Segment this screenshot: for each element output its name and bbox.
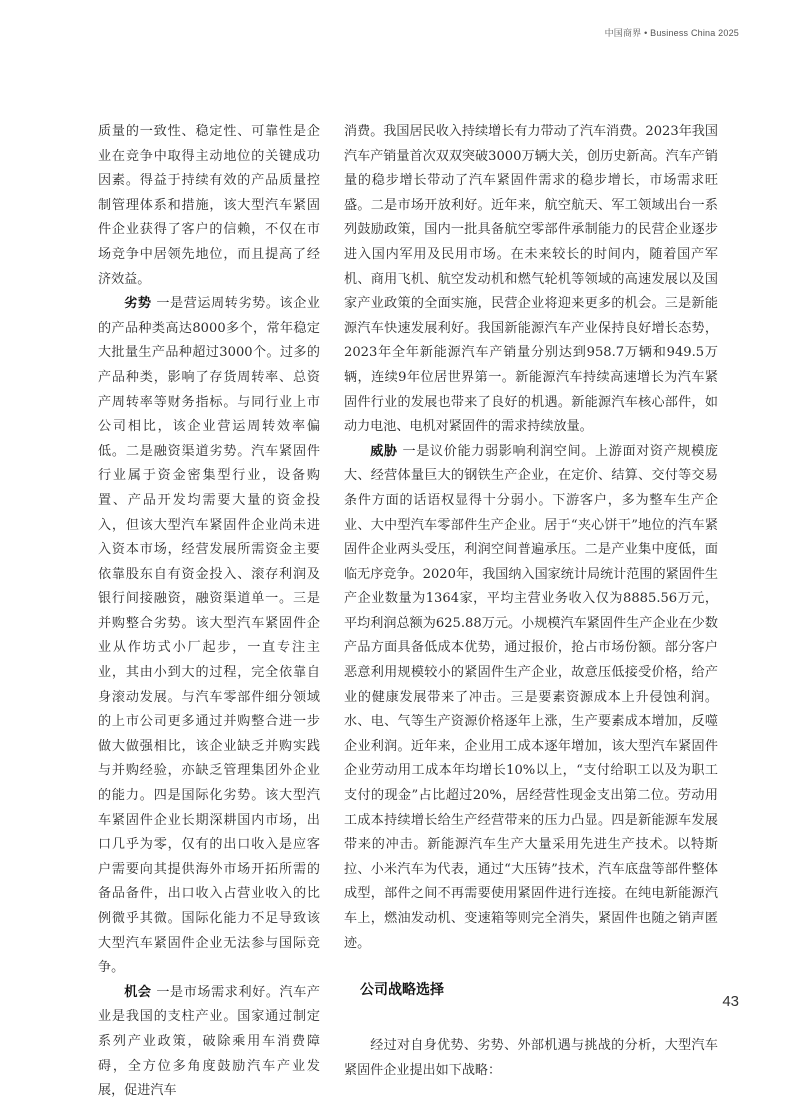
opportunities-label: 机会 <box>124 984 152 1000</box>
paragraph-weaknesses <box>98 292 320 981</box>
opportunities-text: 一是市场需求利好。汽车产业是我国的支柱产业。国家通过制定系列产业政策，破除乘用车消费障碍，全方位多角度鼓励汽车产业发展，促进汽车 <box>98 984 321 1099</box>
threats-label: 威胁 <box>370 443 398 459</box>
weaknesses-label: 劣势 <box>124 296 152 312</box>
right-column <box>344 120 718 1083</box>
paragraph-opportunities <box>98 981 320 1104</box>
paragraph-opportunities-continued: 消费。我国居民收入持续增长有力带动了汽车消费。2023年我国汽车产销量首次双双突破3000万辆大关，创历史新高。汽车产销量的稳步增长带动了汽车紧固件需求的稳步增长，市场需求旺盛。二是市场开放利好。近年来，航空航天、军工领域出台一系列鼓励政策，国内一批具备航空零部件承制能力的民营企业逐步进入国内军用及民用市场。在未来较长的时间内，随着国产军机、商用飞机、航空发动机和燃气轮机等领域的高速发展以及国家产业政策的全面实施，民营企业将迎来更多的机会。三是新能源汽车快速发展利好。我国新能源汽车产业保持良好增长态势，2023年全年新能源汽车产销量分别达到958.7万辆和949.5万辆，连续9年位居世界第一。新能源汽车持续高速增长为汽车紧固件行业的发展也带来了良好的机遇。新能源汽车核心部件，如动力电池、电机对紧固件的需求持续放量。 <box>344 124 718 435</box>
left-column <box>98 120 320 1104</box>
paragraph-threats <box>344 440 718 956</box>
threats-text: 一是议价能力弱影响利润空间。上游面对资产规模庞大、经营体量巨大的钢铁生产企业，在定价、结算、交付等交易条件方面的话语权显得十分弱小。下游客户，多为整车生产企业、大中型汽车零部件生产企业。居于“夹心饼干”地位的汽车紧固件企业两头受压，利润空间普遍承压。二是产业集中度低，面临无序竞争。2020年，我国纳入国家统计局统计范围的紧固件生产企业数量为1364家，平均主营业务收入仅为8885.56万元，平均利润总额为625.88万元。小规模汽车紧固件生产企业在少数产品方面具备低成本优势，通过报价，抢占市场份额。部分客户恶意利用规模较小的紧固件生产企业，故意压低接受价格，给产业的健康发展带来了冲击。三是要素资源成本上升侵蚀利润。水、电、气等生产资源价格逐年上涨，生产要素成本增加，反噬企业利润。近年来，企业用工成本逐年增加，该大型汽车紧固件企业劳动用工成本年均增长10%以上，“支付给职工以及为职工支付的现金”占比超过20%，居经营性现金支出第二位。劳动用工成本持续增长给生产经营带来的压力凸显。四是新能源车发展带来的冲击。新能源汽车生产大量采用先进生产技术。以特斯拉、小米汽车为代表，通过“大压铸”技术，汽车底盘等部件整体成型，部件之间不再需要使用紧固件进行连接。在纯电新能源汽车上，燃油发动机、变速箱等则完全消失，紧固件也随之销声匿迹。 <box>344 443 719 951</box>
weaknesses-text: 一是营运周转劣势。该企业的产品种类高达8000多个，常年稳定大批量生产品种超过3000个。过多的产品种类，影响了存货周转率、总资产周转率等财务指标。与同行业上市公司相比，该企业营运周转效率偏低。二是融资渠道劣势。汽车紧固件行业属于资金密集型行业，设备购置、产品开发均需要大量的资金投入，但该大型汽车紧固件企业尚未进入资本市场，经营发展所需资金主要依靠股东自有资金投入、滚存利润及银行间接融资，融资渠道单一。三是并购整合劣势。该大型汽车紧固件企业从作坊式小厂起步，一直专注主业，其由小到大的过程，完全依靠自身滚动发展。与汽车零部件细分领域的上市公司更多通过并购整合进一步做大做强相比，该企业缺乏并购实践与并购经验，亦缺乏管理集团外企业的能力。四是国际化劣势。该大型汽车紧固件企业长期深耕国内市场，出口几乎为零，仅有的出口收入是应客户需要向其提供海外市场开拓所需的备品备件，出口收入占营业收入的比例微乎其微。国际化能力不足导致该大型汽车紧固件企业无法参与国际竞争。 <box>98 296 321 976</box>
page-number: 43 <box>722 993 739 1010</box>
paragraph-strategy-intro: 经过对自身优势、劣势、外部机遇与挑战的分析，大型汽车紧固件企业提出如下战略： <box>344 1038 718 1078</box>
running-header: 中国商界 • Business China 2025 <box>604 28 739 38</box>
paragraph-quality: 质量的一致性、稳定性、可靠性是企业在竞争中取得主动地位的关键成功因素。得益于持续有效的产品质量控制管理体系和措施，该大型汽车紧固件企业获得了客户的信赖，不仅在市场竞争中居领先地位，而且提高了经济效益。 <box>98 124 320 287</box>
section-heading-strategy: 公司战略选择 <box>360 982 444 999</box>
